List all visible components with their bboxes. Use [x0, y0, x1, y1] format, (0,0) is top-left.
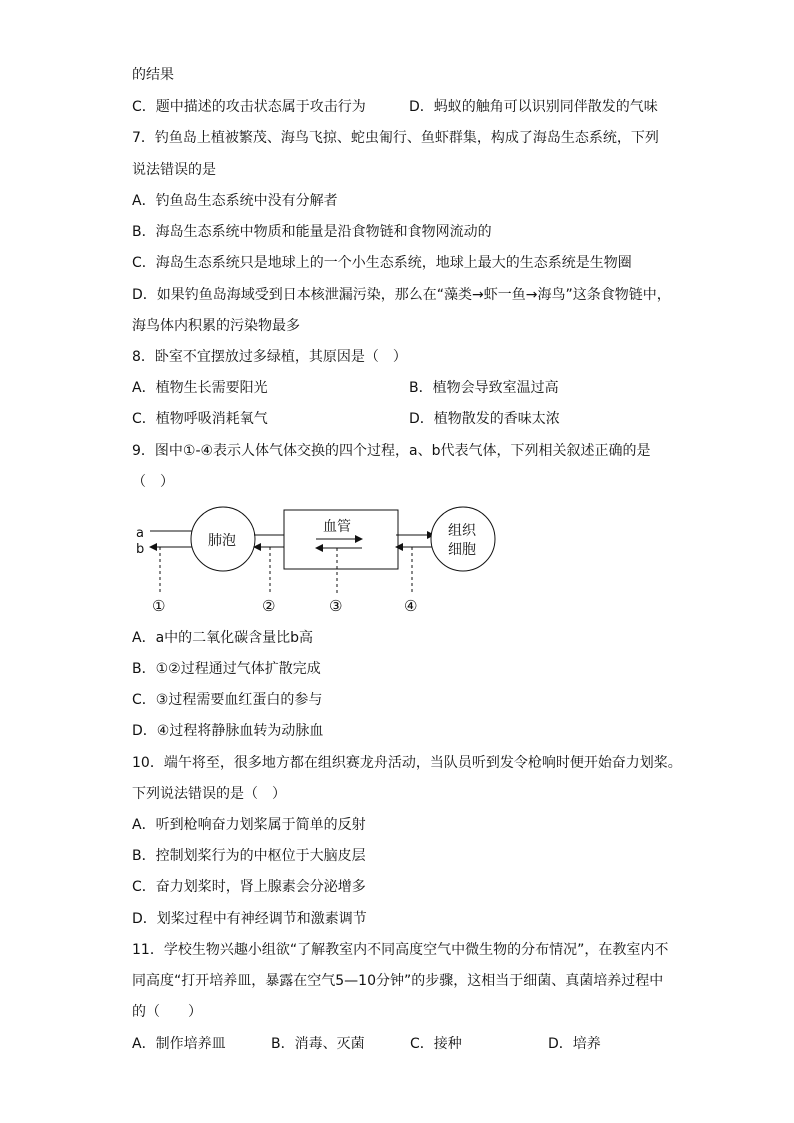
tissue-cell-label-1: 组织	[448, 523, 476, 539]
q11-stem-line1: 11．学校生物兴趣小组欲“了解教室内不同高度空气中微生物的分布情况”，在教室内不	[132, 942, 669, 958]
q6-option-c: C．题中描述的攻击状态属于攻击行为	[132, 99, 366, 115]
q7-option-b: B．海岛生态系统中物质和能量是沿食物链和食物网流动的	[132, 224, 492, 240]
tissue-cell-label-2: 细胞	[448, 542, 476, 558]
q10-stem-line2: 下列说法错误的是（ ）	[132, 786, 286, 802]
process-4-label: ④	[404, 597, 418, 615]
q7-option-d-line1: D．如果钓鱼岛海域受到日本核泄漏污染，那么在“藻类→虾一鱼→海鸟”这条食物链中，	[132, 287, 671, 303]
q7-option-a: A．钓鱼岛生态系统中没有分解者	[132, 193, 338, 209]
tissue-cell-shape	[431, 507, 495, 571]
gas-exchange-diagram	[130, 498, 510, 620]
process-1-label: ①	[152, 597, 166, 615]
q9-option-c: C．③过程需要血红蛋白的参与	[132, 692, 323, 708]
q11-stem-line2: 同高度“打开培养皿，暴露在空气5—10分钟”的步骤，这相当于细菌、真菌培养过程中	[132, 973, 664, 989]
q8-option-c: C．植物呼吸消耗氧气	[132, 411, 268, 427]
q7-option-d-line2: 海鸟体内积累的污染物最多	[132, 318, 300, 334]
q10-option-b: B．控制划桨行为的中枢位于大脑皮层	[132, 848, 366, 864]
gas-b-label: b	[136, 542, 145, 557]
q6-continuation: 的结果	[132, 67, 174, 83]
q8-option-b: B．植物会导致室温过高	[409, 380, 559, 396]
q11-option-d: D．培养	[548, 1036, 601, 1052]
gas-a-label: a	[136, 526, 144, 541]
q6-option-d: D．蚂蚁的触角可以识别同伴散发的气味	[409, 99, 658, 115]
q8-option-d: D．植物散发的香味太浓	[409, 411, 560, 427]
q9-option-d: D．④过程将静脉血转为动脉血	[132, 723, 324, 739]
q7-stem-line2: 说法错误的是	[132, 162, 216, 178]
q9-option-b: B．①②过程通过气体扩散完成	[132, 661, 321, 677]
q10-option-c: C．奋力划桨时，肾上腺素会分泌增多	[132, 879, 366, 895]
q8-stem: 8．卧室不宜摆放过多绿植，其原因是（ ）	[132, 349, 407, 365]
q10-stem-line1: 10．端午将至，很多地方都在组织赛龙舟活动，当队员听到发令枪响时便开始奋力划桨。	[132, 755, 682, 771]
q9-stem-line2: （ ）	[132, 474, 174, 490]
q7-stem-line1: 7．钓鱼岛上植被繁茂、海鸟飞掠、蛇虫匍行、鱼虾群集，构成了海岛生态系统，下列	[132, 130, 659, 146]
q8-option-a: A．植物生长需要阳光	[132, 380, 268, 396]
alveolus-label: 肺泡	[208, 533, 236, 549]
q11-option-a: A．制作培养皿	[132, 1036, 226, 1052]
blood-vessel-label: 血管	[323, 519, 351, 535]
q11-option-b: B．消毒、灭菌	[271, 1036, 365, 1052]
q11-option-c: C．接种	[410, 1036, 462, 1052]
q7-option-c: C．海岛生态系统只是地球上的一个小生态系统，地球上最大的生态系统是生物圈	[132, 255, 632, 271]
q9-stem-line1: 9．图中①-④表示人体气体交换的四个过程，a、b代表气体，下列相关叙述正确的是	[132, 443, 651, 459]
q11-stem-line3: 的（ ）	[132, 1004, 202, 1020]
process-2-label: ②	[262, 597, 276, 615]
q10-option-a: A．听到枪响奋力划桨属于简单的反射	[132, 817, 366, 833]
q10-option-d: D．划桨过程中有神经调节和激素调节	[132, 911, 367, 927]
q9-option-a: A．a中的二氧化碳含量比b高	[132, 630, 314, 646]
process-3-label: ③	[329, 597, 343, 615]
